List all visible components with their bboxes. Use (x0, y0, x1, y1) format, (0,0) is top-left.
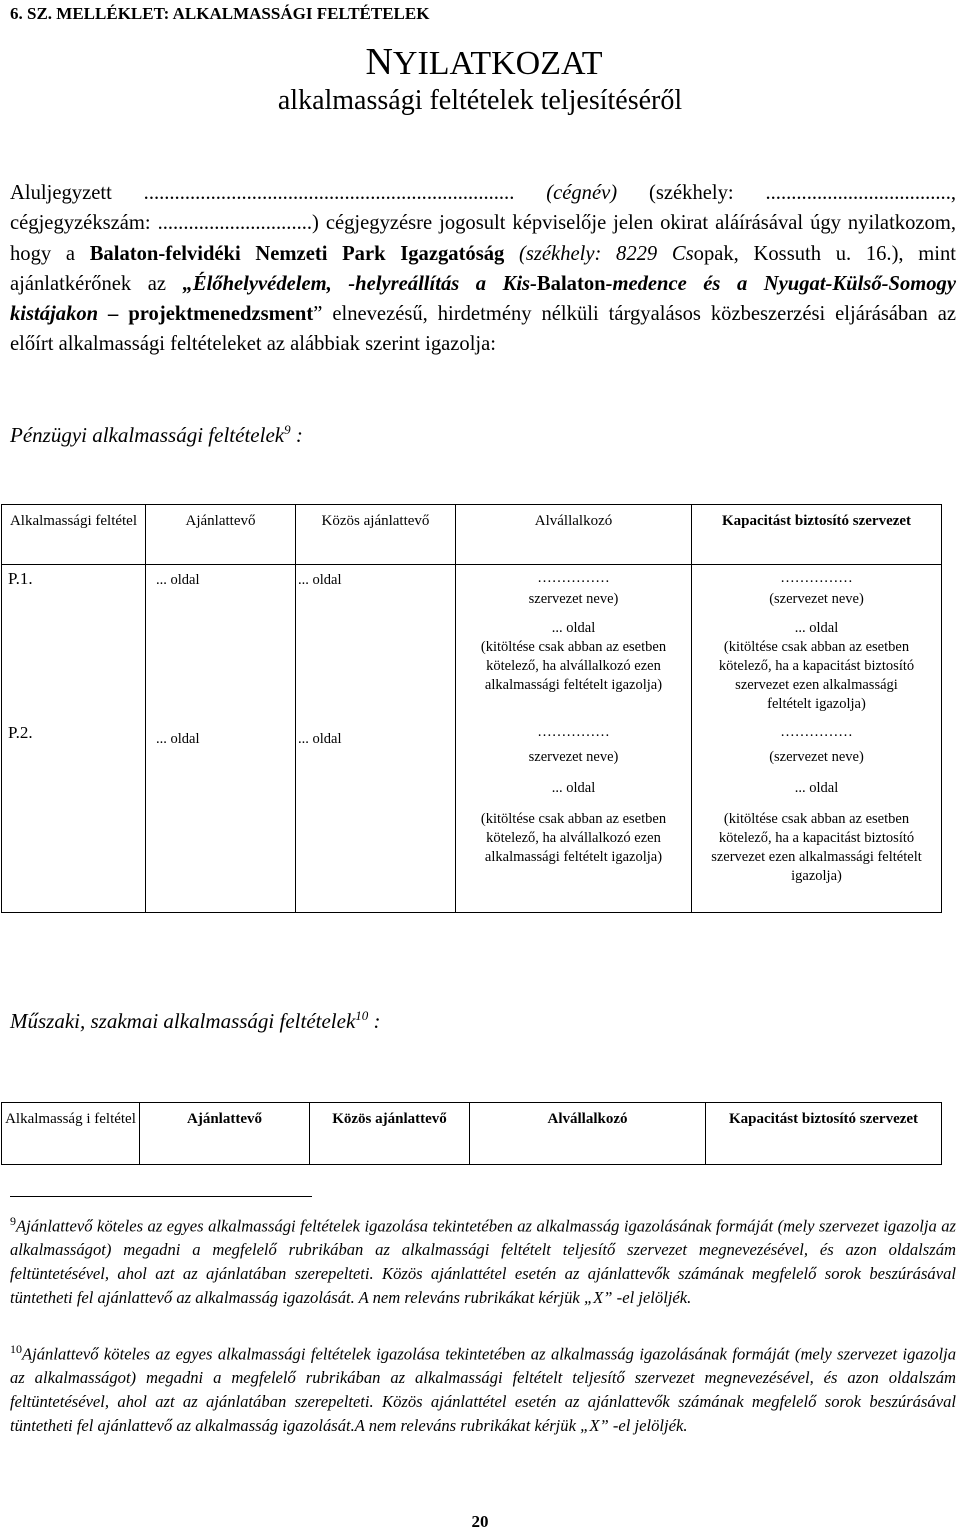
page-ref: ... oldal (551, 780, 596, 796)
footnote-separator (10, 1196, 312, 1197)
header-cell: Alvállalkozó (456, 505, 692, 565)
table-cell (692, 565, 942, 913)
financial-table (1, 504, 942, 913)
table-header-row (2, 1103, 942, 1165)
footnote-ref: 9 (284, 422, 291, 437)
title-initial: N (365, 41, 393, 83)
note-text: (kitöltése csak abban az esetben kötelező, ha alvállalkozó ezen alkalmassági feltételt igazolja) (480, 811, 667, 865)
statement-text: (székhely: ...................................., cégjegyzékszám: ..............................) cégjegyzésre jogosult képviselője jelen okirat aláírásával úgy nyilatkozom, hogy a (10, 182, 957, 265)
header-cell: Alkalmassági feltétel (2, 505, 146, 565)
statement-text: (cégnév) (546, 182, 618, 204)
statement-text: ” elnevezésű, hirdetmény nélküli tárgyalásos közbeszerzési eljárásában az előírt alkalmassági feltételeket az alábbiak szerint igazolja: (10, 303, 956, 356)
statement-text: Aluljegyzett ........................................................................ (10, 182, 547, 204)
statement-paragraph (10, 178, 956, 360)
document-subtitle: alkalmassági feltételek teljesítéséről (277, 85, 683, 116)
project-title: -medence és a Nyugat-Külső-Somogy kistájakon – (10, 272, 956, 326)
footnote-9 (10, 1210, 956, 1309)
annex-label: 6. SZ. MELLÉKLET: ALKALMASSÁGI FELTÉTELEK (10, 4, 430, 23)
placeholder-dots: …………… (537, 570, 610, 586)
footnote-10 (10, 1338, 956, 1437)
table-header-row (2, 505, 942, 565)
table-cell (456, 565, 692, 913)
header-cell: Alkalmasság i feltétel (2, 1103, 140, 1165)
org-name-placeholder: (szervezet neve) (769, 591, 864, 607)
header-cell: Ajánlattevő (140, 1103, 310, 1165)
financial-heading (10, 422, 303, 448)
footnote-number: 10 (10, 1342, 22, 1356)
header-cell: Alvállalkozó (470, 1103, 706, 1165)
header-cell: Kapacitást biztosító szervezet (692, 505, 942, 565)
org-name-placeholder: szervezet neve) (528, 749, 619, 765)
note-text: (kitöltése csak abban az esetben kötelező, ha a kapacitást biztosító szervezet ezen alkalmassági feltételt igazolja) (711, 811, 922, 884)
technical-table (1, 1102, 942, 1165)
page-ref: ... oldal (156, 572, 200, 588)
document-title (0, 42, 960, 84)
heading-text: Pénzügyi alkalmassági feltételek (10, 423, 285, 447)
statement-text (504, 243, 519, 265)
technical-heading (10, 1008, 381, 1034)
title-rest: YILATKOZAT (392, 45, 603, 82)
header-cell: Közös ajánlattevő (296, 505, 456, 565)
note-text: (kitöltése csak abban az esetben kötelező, ha alvállalkozó ezen alkalmassági feltételt igazolja) (480, 639, 667, 693)
org-name-placeholder: (szervezet neve) (769, 749, 864, 765)
footnote-ref: 10 (355, 1008, 369, 1023)
table-row (2, 565, 942, 913)
org-name-placeholder: szervezet neve) (528, 591, 619, 607)
heading-suffix: : (290, 423, 303, 447)
heading-text: Műszaki, szakmai alkalmassági feltételek (10, 1009, 356, 1033)
note-text: (kitöltése csak abban az esetben kötelező, ha a kapacitást biztosító szervezet ezen alkalmassági feltételt igazolja) (718, 639, 915, 712)
page-ref: ... oldal (794, 620, 839, 636)
table-cell (296, 565, 456, 913)
placeholder-dots: …………… (780, 724, 853, 740)
footnote-text: Ajánlattevő köteles az egyes alkalmassági feltételek igazolása tekintetében az alkalmasság igazolásának formáját (mely szervezet igazolja az alkalmasságot) megadni a megfelelő rubrikában az alkalmassági feltételt teljesítő szervezet megnevezésével, és azon oldalszám feltüntetésével, ahol azt az ajánlatában szerepelteti. Közös ajánlattétel esetén az ajánlattevők számának megfelelő sorok beszúrásával tüntetheti fel ajánlattevő az alkalmasság igazolását.A nem releváns rubrikákat kérjük „X” -el jelöljék. (10, 1344, 956, 1435)
footnote-text: Ajánlattevő köteles az egyes alkalmassági feltételek igazolása tekintetében az alkalmasság igazolásának formáját (mely szervezet igazolja az alkalmasságot) megadni a megfelelő rubrikában az alkalmassági feltételt teljesítő szervezet megnevezésével, és azon oldalszám feltüntetésével, ahol azt az ajánlatában szerepelteti. Közös ajánlattétel esetén az ajánlattevők számának megfelelő sorok beszúrásával tüntetheti fel ajánlattevő az alkalmasság igazolását. A nem releváns rubrikákat kérjük „X” -el jelöljék. (10, 1216, 956, 1307)
statement-text: opak, Kossuth u. 16.), mint ajánlatkérőnek az (10, 242, 957, 295)
project-title: „Élőhelyvédelem, -helyreállítás a Kis- (182, 272, 537, 295)
project-title: Balaton (536, 272, 606, 295)
organization-name: Balaton-felvidéki Nemzeti Park Igazgatóság (89, 242, 505, 265)
page-ref: ... oldal (298, 572, 342, 588)
placeholder-dots: …………… (537, 724, 610, 740)
row-label-cell (2, 565, 146, 913)
header-cell: Kapacitást biztosító szervezet (706, 1103, 942, 1165)
table-cell (146, 565, 296, 913)
page-ref: ... oldal (794, 780, 839, 796)
statement-text: (székhely: 8229 Cs (519, 242, 694, 265)
placeholder-dots: …………… (780, 570, 853, 586)
row-label: P.2. (8, 723, 33, 742)
row-label: P.1. (8, 569, 33, 588)
heading-suffix: : (368, 1009, 381, 1033)
header-cell: Ajánlattevő (146, 505, 296, 565)
page-ref: ... oldal (551, 620, 596, 636)
page-ref: ... oldal (298, 731, 342, 747)
page-number: 20 (471, 1512, 489, 1531)
footnote-number: 9 (10, 1214, 16, 1228)
page-ref: ... oldal (156, 731, 200, 747)
header-cell: Közös ajánlattevő (310, 1103, 470, 1165)
project-title: projektmenedzsment (128, 303, 314, 326)
